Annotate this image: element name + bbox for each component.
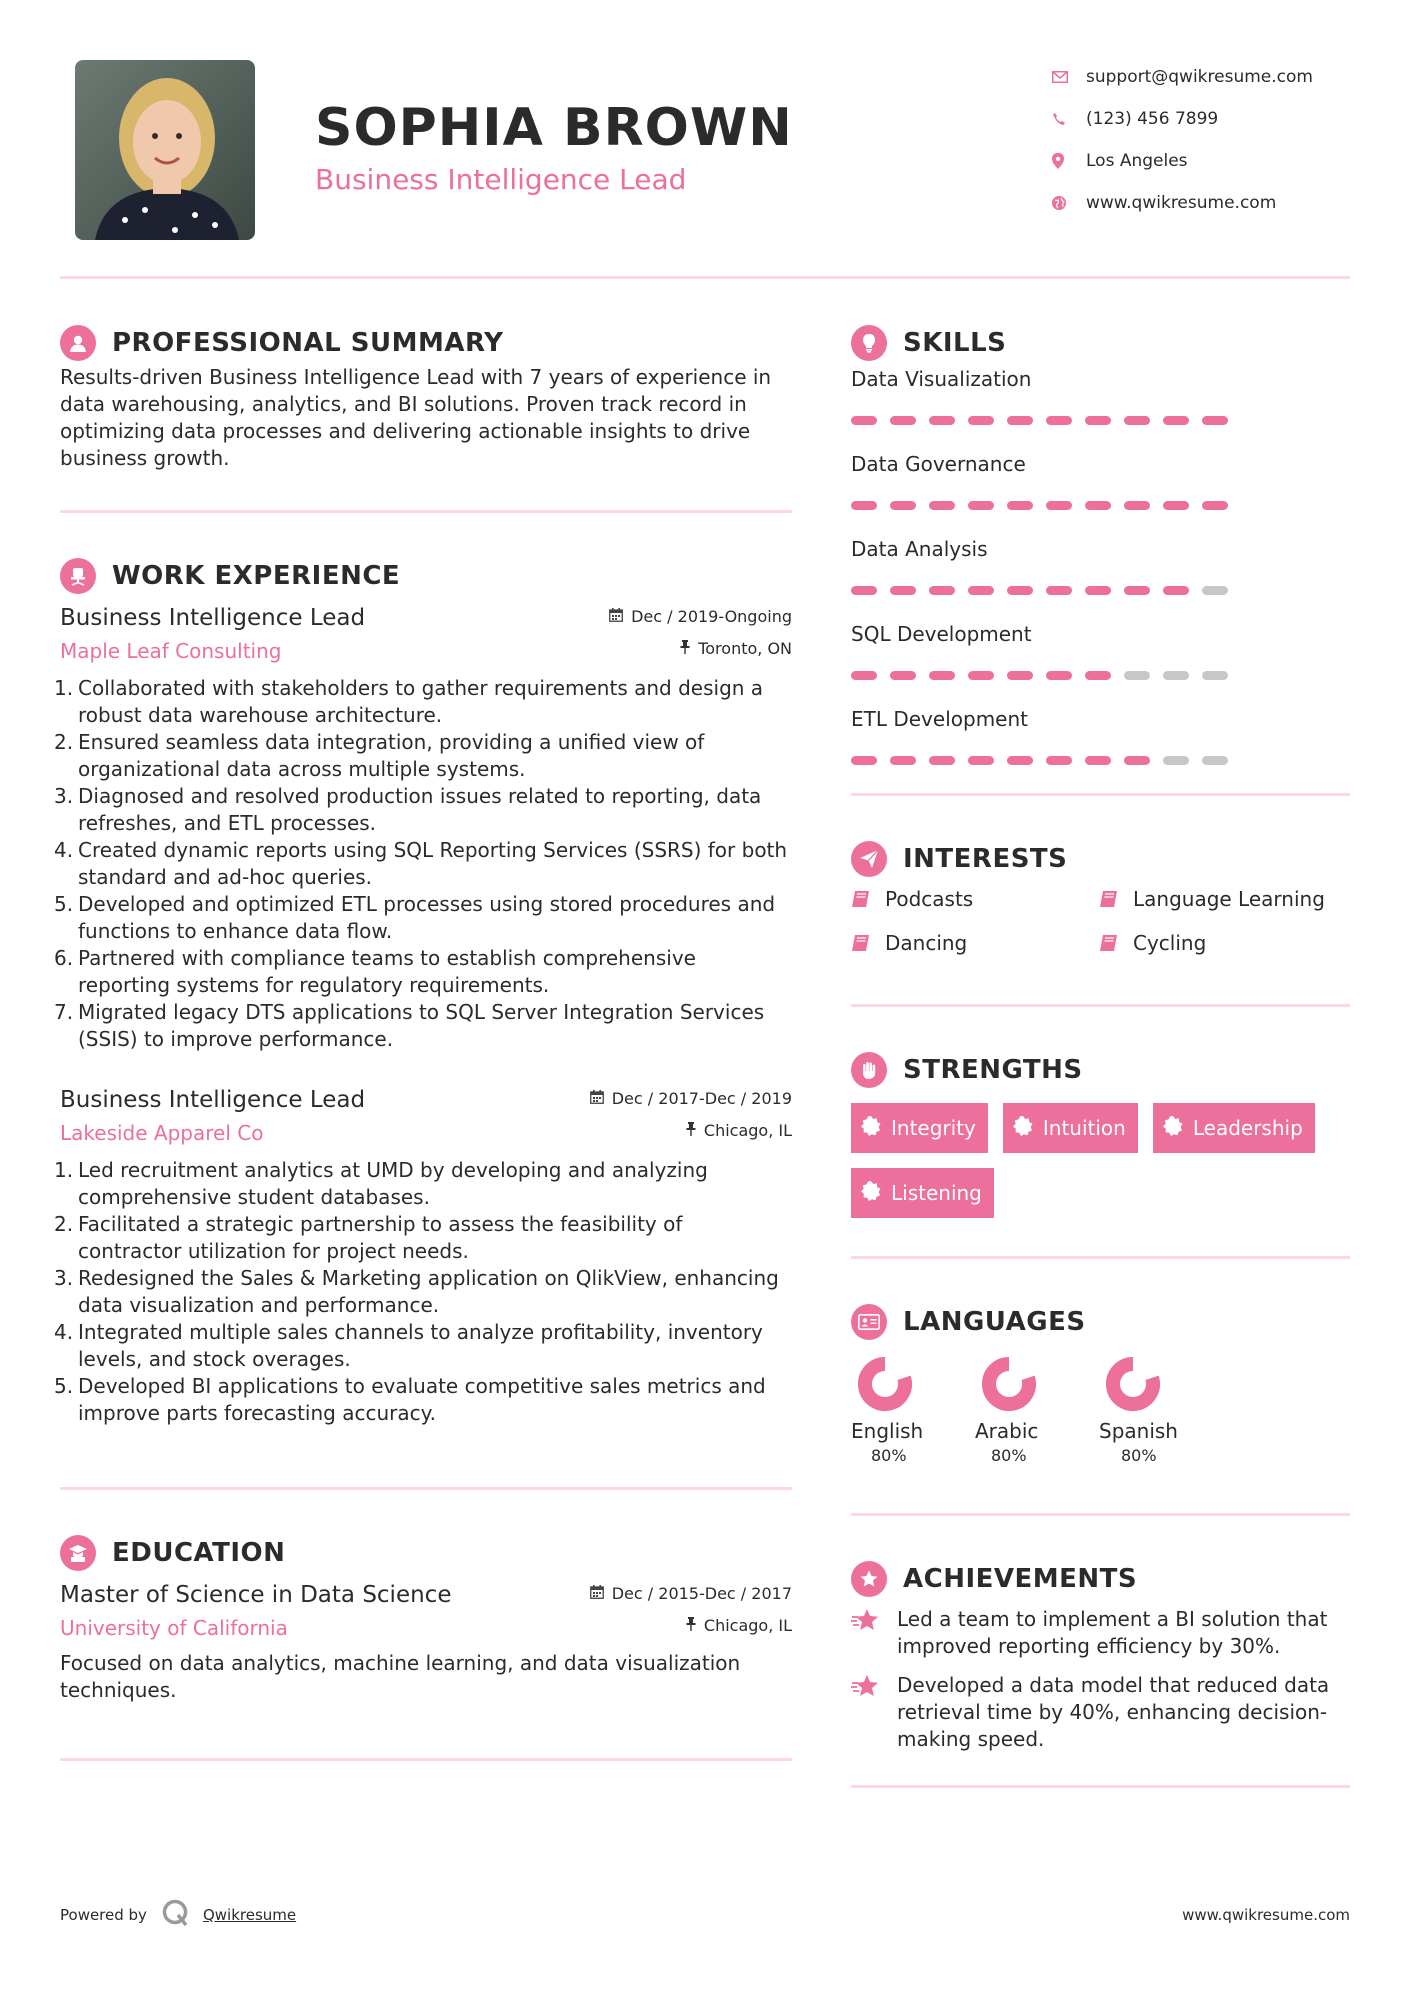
envelope-icon [1052,71,1086,83]
contact-phone[interactable] [1052,98,1352,140]
office-chair-icon [60,558,96,594]
skill-name: Data Analysis [851,537,988,561]
degree-name: Master of Science in Data Science [60,1582,452,1608]
bullet-text: Migrated legacy DTS applications to SQL Server Integration Services (SSIS) to improve performance. [78,1000,765,1051]
strength-label: Integrity [891,1116,976,1140]
strength-chip [851,1168,994,1218]
skill-segment-filled [851,416,877,425]
skill-item [851,364,1350,425]
bullet-text: Developed BI applications to evaluate competitive sales metrics and improve parts forecasting accuracy. [78,1374,766,1425]
skill-segment-filled [890,586,916,595]
bullet-item [54,675,792,729]
id-card-icon [851,1304,887,1340]
achievements-title: ACHIEVEMENTS [903,1564,1138,1594]
star-badge-icon [851,1561,887,1597]
bullet-text: Facilitated a strategic partnership to assess the feasibility of contractor utilization for project needs. [78,1212,683,1263]
strength-label: Listening [891,1181,982,1205]
skill-segment-filled [968,586,994,595]
skill-segment-empty [1202,671,1228,680]
strength-chip [1153,1103,1315,1153]
interests-title: INTERESTS [903,844,1068,874]
pushpin-icon [680,639,690,658]
skill-segment-filled [1163,501,1189,510]
skill-segment-filled [851,501,877,510]
skill-segment-filled [1202,501,1228,510]
graduate-icon [60,1535,96,1571]
achievements-heading [851,1558,1350,1600]
skill-segment-filled [890,756,916,765]
skill-segment-filled [1007,416,1033,425]
summary-title: PROFESSIONAL SUMMARY [112,328,504,358]
contact-website-text: www.qwikresume.com [1086,193,1277,213]
bullet-item [54,891,792,945]
skill-segment-filled [929,671,955,680]
header-divider [60,276,1350,279]
strength-chip [851,1103,988,1153]
book-icon [1099,934,1133,952]
job-location-text: Chicago, IL [703,1121,792,1140]
skill-segment-filled [1124,501,1150,510]
skill-segment-empty [1202,756,1228,765]
skill-segment-filled [890,671,916,680]
job-location-text: Toronto, ON [698,639,792,658]
skill-segment-filled [1007,756,1033,765]
left-column [54,322,792,1761]
summary-text: Results-driven Business Intelligence Lead with 7 years of experience in data warehousing, analytics, and BI solutions. Proven track record in optimizing data processes and delivering actionable insights to drive business growth. [60,365,772,470]
bullet-text: Integrated multiple sales channels to analyze profitability, inventory levels, and stock overages. [78,1320,763,1371]
contact-website[interactable] [1052,182,1352,224]
bullet-number: 5. [54,1374,74,1398]
skill-segment-filled [1163,586,1189,595]
bullet-number: 2. [54,1212,74,1236]
skill-segment-filled [1046,416,1072,425]
job-location [680,639,792,658]
pushpin-icon [686,1121,696,1140]
bullet-item [54,783,792,837]
strength-label: Intuition [1042,1116,1126,1140]
skill-segment-filled [1046,756,1072,765]
languages-list [851,1355,1350,1467]
language-progress-ring [856,1355,914,1413]
skill-level-bar [851,756,1350,765]
skill-name: Data Visualization [851,367,1032,391]
language-value: 80% [1121,1446,1157,1465]
bullet-number: 2. [54,730,74,754]
skill-segment-filled [890,501,916,510]
bullet-text: Developed and optimized ETL processes using stored procedures and functions to enhance data flow. [78,892,776,943]
badge-icon [861,1181,881,1206]
footer-website[interactable]: www.qwikresume.com [1182,1906,1350,1924]
calendar-icon [609,607,623,626]
skills-list [851,364,1350,765]
skill-level-bar [851,501,1350,510]
languages-title: LANGUAGES [903,1307,1086,1337]
interests-list [851,884,1350,958]
skill-segment-filled [890,416,916,425]
interest-item [851,884,1099,914]
bullet-number: 4. [54,838,74,862]
candidate-title: Business Intelligence Lead [315,163,687,196]
contact-email-text: support@qwikresume.com [1086,67,1313,87]
badge-icon [861,1116,881,1141]
strengths-title: STRENGTHS [903,1055,1083,1085]
language-name: Arabic [975,1419,1039,1443]
skills-divider [851,793,1350,796]
bullet-number: 1. [54,1158,74,1182]
skill-segment-filled [851,756,877,765]
skill-item [851,449,1350,510]
job-entry [54,601,792,1053]
summary-divider [60,510,792,513]
skill-segment-filled [1007,586,1033,595]
bullet-item [54,999,792,1053]
skills-title: SKILLS [903,328,1007,358]
language-name: Spanish [1099,1419,1178,1443]
skill-item [851,619,1350,680]
skill-name: SQL Development [851,622,1032,646]
bullet-item [54,1265,792,1319]
job-date-text: Dec / 2019-Ongoing [631,607,792,626]
education-date [590,1584,792,1603]
contact-email[interactable] [1052,56,1352,98]
achievements-list [851,1606,1350,1753]
education-description: Focused on data analytics, machine learning, and data visualization techniques. [60,1651,741,1702]
achievements-divider [851,1785,1350,1788]
interest-item [851,928,1099,958]
skill-segment-filled [1124,416,1150,425]
education-date-text: Dec / 2015-Dec / 2017 [611,1584,792,1603]
skill-segment-filled [851,671,877,680]
skill-segment-filled [1124,756,1150,765]
paper-plane-icon [851,841,887,877]
languages-divider [851,1513,1350,1516]
interests-divider [851,1004,1350,1007]
interest-label: Language Learning [1133,887,1325,911]
skill-segment-filled [929,586,955,595]
job-bullets [54,1157,792,1427]
interest-label: Cycling [1133,931,1207,955]
skill-segment-empty [1124,671,1150,680]
skill-segment-filled [851,586,877,595]
language-progress-ring [980,1355,1038,1413]
skill-segment-filled [1007,671,1033,680]
calendar-icon [590,1089,604,1108]
languages-heading [851,1301,1350,1343]
qwikresume-logo-icon [161,1898,191,1932]
experience-title: WORK EXPERIENCE [112,561,401,591]
strength-label: Leadership [1192,1116,1303,1140]
interest-item [1099,884,1347,914]
skill-segment-filled [1163,416,1189,425]
skill-level-bar [851,416,1350,425]
language-item [1099,1355,1223,1467]
education-entry [60,1578,792,1704]
bullet-number: 4. [54,1320,74,1344]
bullet-text: Redesigned the Sales & Marketing application on QlikView, enhancing data visualization and performance. [78,1266,779,1317]
skill-segment-filled [1202,416,1228,425]
contact-phone-text: (123) 456 7899 [1086,109,1219,129]
contact-list [1052,56,1352,224]
interests-heading [851,838,1350,880]
bullet-text: Led recruitment analytics at UMD by developing and analyzing comprehensive student databases. [78,1158,708,1209]
bullet-number: 3. [54,784,74,808]
bullet-item [54,945,792,999]
skill-segment-filled [968,756,994,765]
job-location [686,1121,792,1140]
skill-segment-filled [1085,501,1111,510]
star-icon [851,1606,897,1636]
bullet-text: Partnered with compliance teams to establish comprehensive reporting systems for regulatory requirements. [78,946,696,997]
job-company: Lakeside Apparel Co [60,1121,264,1145]
lightbulb-icon [851,325,887,361]
phone-icon [1052,112,1086,126]
job-entry [54,1083,792,1427]
bullet-number: 6. [54,946,74,970]
bullet-text: Ensured seamless data integration, providing a unified view of organizational data across multiple systems. [78,730,705,781]
book-icon [851,934,885,952]
skill-segment-filled [1046,671,1072,680]
user-icon [60,325,96,361]
achievement-item [851,1606,1350,1660]
skill-segment-filled [1085,756,1111,765]
skill-segment-filled [968,671,994,680]
skills-heading [851,322,1350,364]
skill-segment-empty [1163,756,1189,765]
bullet-item [54,1211,792,1265]
skill-segment-filled [968,501,994,510]
education-location [686,1616,792,1635]
education-title: EDUCATION [112,1538,286,1568]
bullet-text: Diagnosed and resolved production issues related to reporting, data refreshes, and ETL processes. [78,784,762,835]
skill-segment-filled [968,416,994,425]
skill-segment-filled [1124,586,1150,595]
job-role: Business Intelligence Lead [60,605,366,631]
skill-segment-filled [1007,501,1033,510]
profile-photo [75,60,255,240]
education-divider [60,1758,792,1761]
job-bullets [54,675,792,1053]
skill-segment-filled [929,756,955,765]
location-pin-icon [1052,153,1086,169]
skill-item [851,704,1350,765]
badge-icon [1163,1116,1183,1141]
skill-segment-filled [929,416,955,425]
bullet-item [54,729,792,783]
book-icon [851,890,885,908]
bullet-item [54,1157,792,1211]
job-date [609,607,792,626]
skill-name: ETL Development [851,707,1028,731]
skill-segment-filled [1085,586,1111,595]
powered-by-label: Powered by [60,1906,147,1924]
contact-location-text: Los Angeles [1086,151,1188,171]
skill-segment-filled [1046,586,1072,595]
qwikresume-link[interactable]: Qwikresume [202,1906,297,1924]
contact-location [1052,140,1352,182]
hand-icon [851,1052,887,1088]
education-heading [60,1532,792,1574]
language-value: 80% [871,1446,907,1465]
summary-heading [60,322,792,364]
job-company: Maple Leaf Consulting [60,639,282,663]
job-date-text: Dec / 2017-Dec / 2019 [611,1089,792,1108]
job-role: Business Intelligence Lead [60,1087,366,1113]
job-date [590,1089,792,1108]
achievement-text: Led a team to implement a BI solution that improved reporting efficiency by 30%. [897,1607,1328,1658]
interest-label: Dancing [885,931,968,955]
right-column [851,322,1350,1788]
pushpin-icon [686,1616,696,1635]
language-value: 80% [991,1446,1027,1465]
language-name: English [851,1419,924,1443]
book-icon [1099,890,1133,908]
experience-divider [60,1487,792,1490]
language-item [975,1355,1099,1467]
star-icon [851,1672,897,1702]
strengths-heading [851,1049,1350,1091]
language-item [851,1355,975,1467]
bullet-number: 1. [54,676,74,700]
calendar-icon [590,1584,604,1603]
bullet-item [54,1319,792,1373]
education-location-text: Chicago, IL [703,1616,792,1635]
skill-segment-empty [1163,671,1189,680]
bullet-item [54,1373,792,1427]
interest-label: Podcasts [885,887,974,911]
skill-name: Data Governance [851,452,1026,476]
skill-segment-filled [1085,671,1111,680]
strengths-divider [851,1256,1350,1259]
badge-icon [1013,1116,1033,1141]
skill-segment-filled [1046,501,1072,510]
footer-branding [60,1898,296,1932]
skill-segment-filled [1085,416,1111,425]
skill-segment-empty [1202,586,1228,595]
bullet-text: Created dynamic reports using SQL Reporting Services (SSRS) for both standard and ad-hoc queries. [78,838,788,889]
bullet-item [54,837,792,891]
skill-level-bar [851,586,1350,595]
bullet-number: 3. [54,1266,74,1290]
bullet-number: 5. [54,892,74,916]
strength-chip [1003,1103,1138,1153]
achievement-item [851,1672,1350,1753]
bullet-text: Collaborated with stakeholders to gather requirements and design a robust data warehouse architecture. [78,676,764,727]
school-name: University of California [60,1616,288,1640]
language-progress-ring [1104,1355,1162,1413]
skill-level-bar [851,671,1350,680]
interest-item [1099,928,1347,958]
bullet-number: 7. [54,1000,74,1024]
candidate-name: SOPHIA BROWN [315,98,793,158]
achievement-text: Developed a data model that reduced data retrieval time by 40%, enhancing decision-making speed. [897,1673,1330,1751]
skill-segment-filled [929,501,955,510]
skill-item [851,534,1350,595]
strengths-list [851,1103,1350,1218]
globe-icon [1052,196,1086,210]
experience-heading [60,555,792,597]
